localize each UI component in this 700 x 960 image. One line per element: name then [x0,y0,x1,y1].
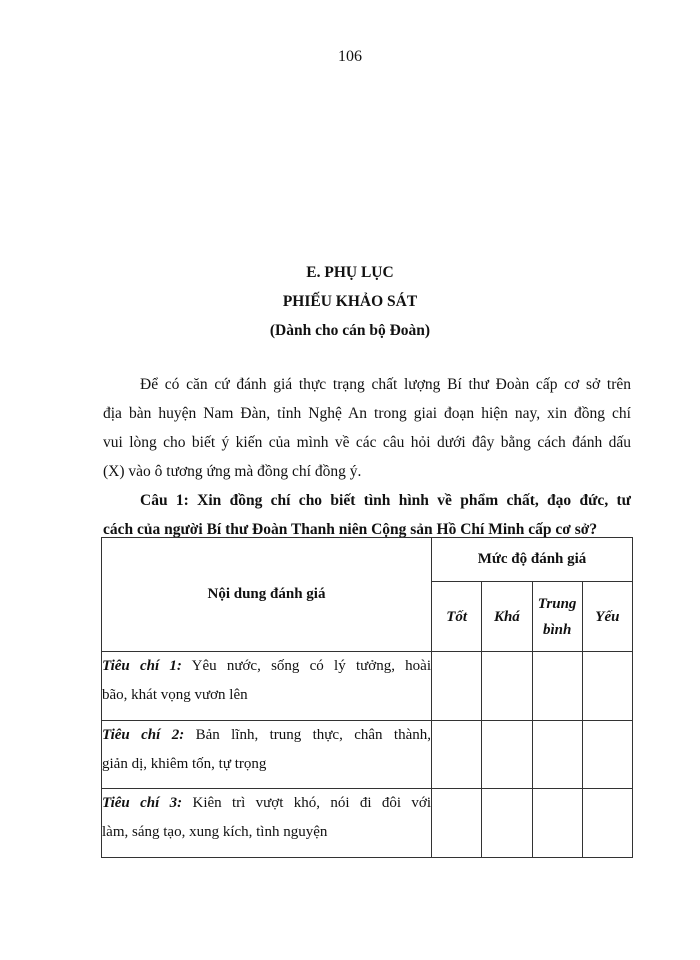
checkbox-cell-weak[interactable] [582,789,632,858]
intro-line: địa bàn huyện Nam Đàn, tỉnh Nghệ An trong giai đoạn hiện nay, xin đồng chí [103,405,631,422]
checkbox-cell-fair[interactable] [482,789,532,858]
level-weak: Yếu [582,581,632,652]
section-heading: E. PHỤ LỤC [306,264,394,281]
intro-line: Để có căn cứ đánh giá thực trạng chất lượng Bí thư Đoàn cấp cơ sở trên [140,376,631,393]
evaluation-table [101,537,633,858]
checkbox-cell-fair[interactable] [482,720,532,788]
content-header: Nội dung đánh giá [102,538,432,652]
checkbox-cell-good[interactable] [432,789,482,858]
table-row [102,720,633,788]
level-average: Trung bình [532,581,582,652]
level-header: Mức độ đánh giá [432,538,633,582]
table-row [102,789,633,858]
question-1 [103,486,631,544]
criterion-2: Tiêu chí 2: Bản lĩnh, trung thực, chân thành, giản dị, khiêm tốn, tự trọng [102,720,432,788]
form-subtitle: (Dành cho cán bộ Đoàn) [269,322,431,339]
checkbox-cell-average[interactable] [532,789,582,858]
checkbox-cell-average[interactable] [532,720,582,788]
intro-line: (X) vào ô tương ứng mà đồng chí đồng ý. [103,463,362,480]
checkbox-cell-average[interactable] [532,652,582,720]
checkbox-cell-weak[interactable] [582,652,632,720]
checkbox-cell-good[interactable] [432,720,482,788]
level-good: Tốt [432,581,482,652]
question-line: Câu 1: Xin đồng chí cho biết tình hình về phẩm chất, đạo đức, tư [140,492,631,509]
form-title: PHIẾU KHẢO SÁT [282,293,418,310]
checkbox-cell-weak[interactable] [582,720,632,788]
page-number: 106 [338,48,362,65]
checkbox-cell-good[interactable] [432,652,482,720]
criterion-3: Tiêu chí 3: Kiên trì vượt khó, nói đi đôi với làm, sáng tạo, xung kích, tình nguyện [102,789,432,858]
criterion-1: Tiêu chí 1: Yêu nước, sống có lý tưởng, hoài bão, khát vọng vươn lên [102,652,432,720]
intro-paragraph [103,370,631,486]
table-row [102,652,633,720]
question-line: cách của người Bí thư Đoàn Thanh niên Cộng sản Hồ Chí Minh cấp cơ sở? [103,521,598,538]
level-fair: Khá [482,581,532,652]
checkbox-cell-fair[interactable] [482,652,532,720]
intro-line: vui lòng cho biết ý kiến của mình về các câu hỏi dưới đây bằng cách đánh dấu [103,434,631,451]
